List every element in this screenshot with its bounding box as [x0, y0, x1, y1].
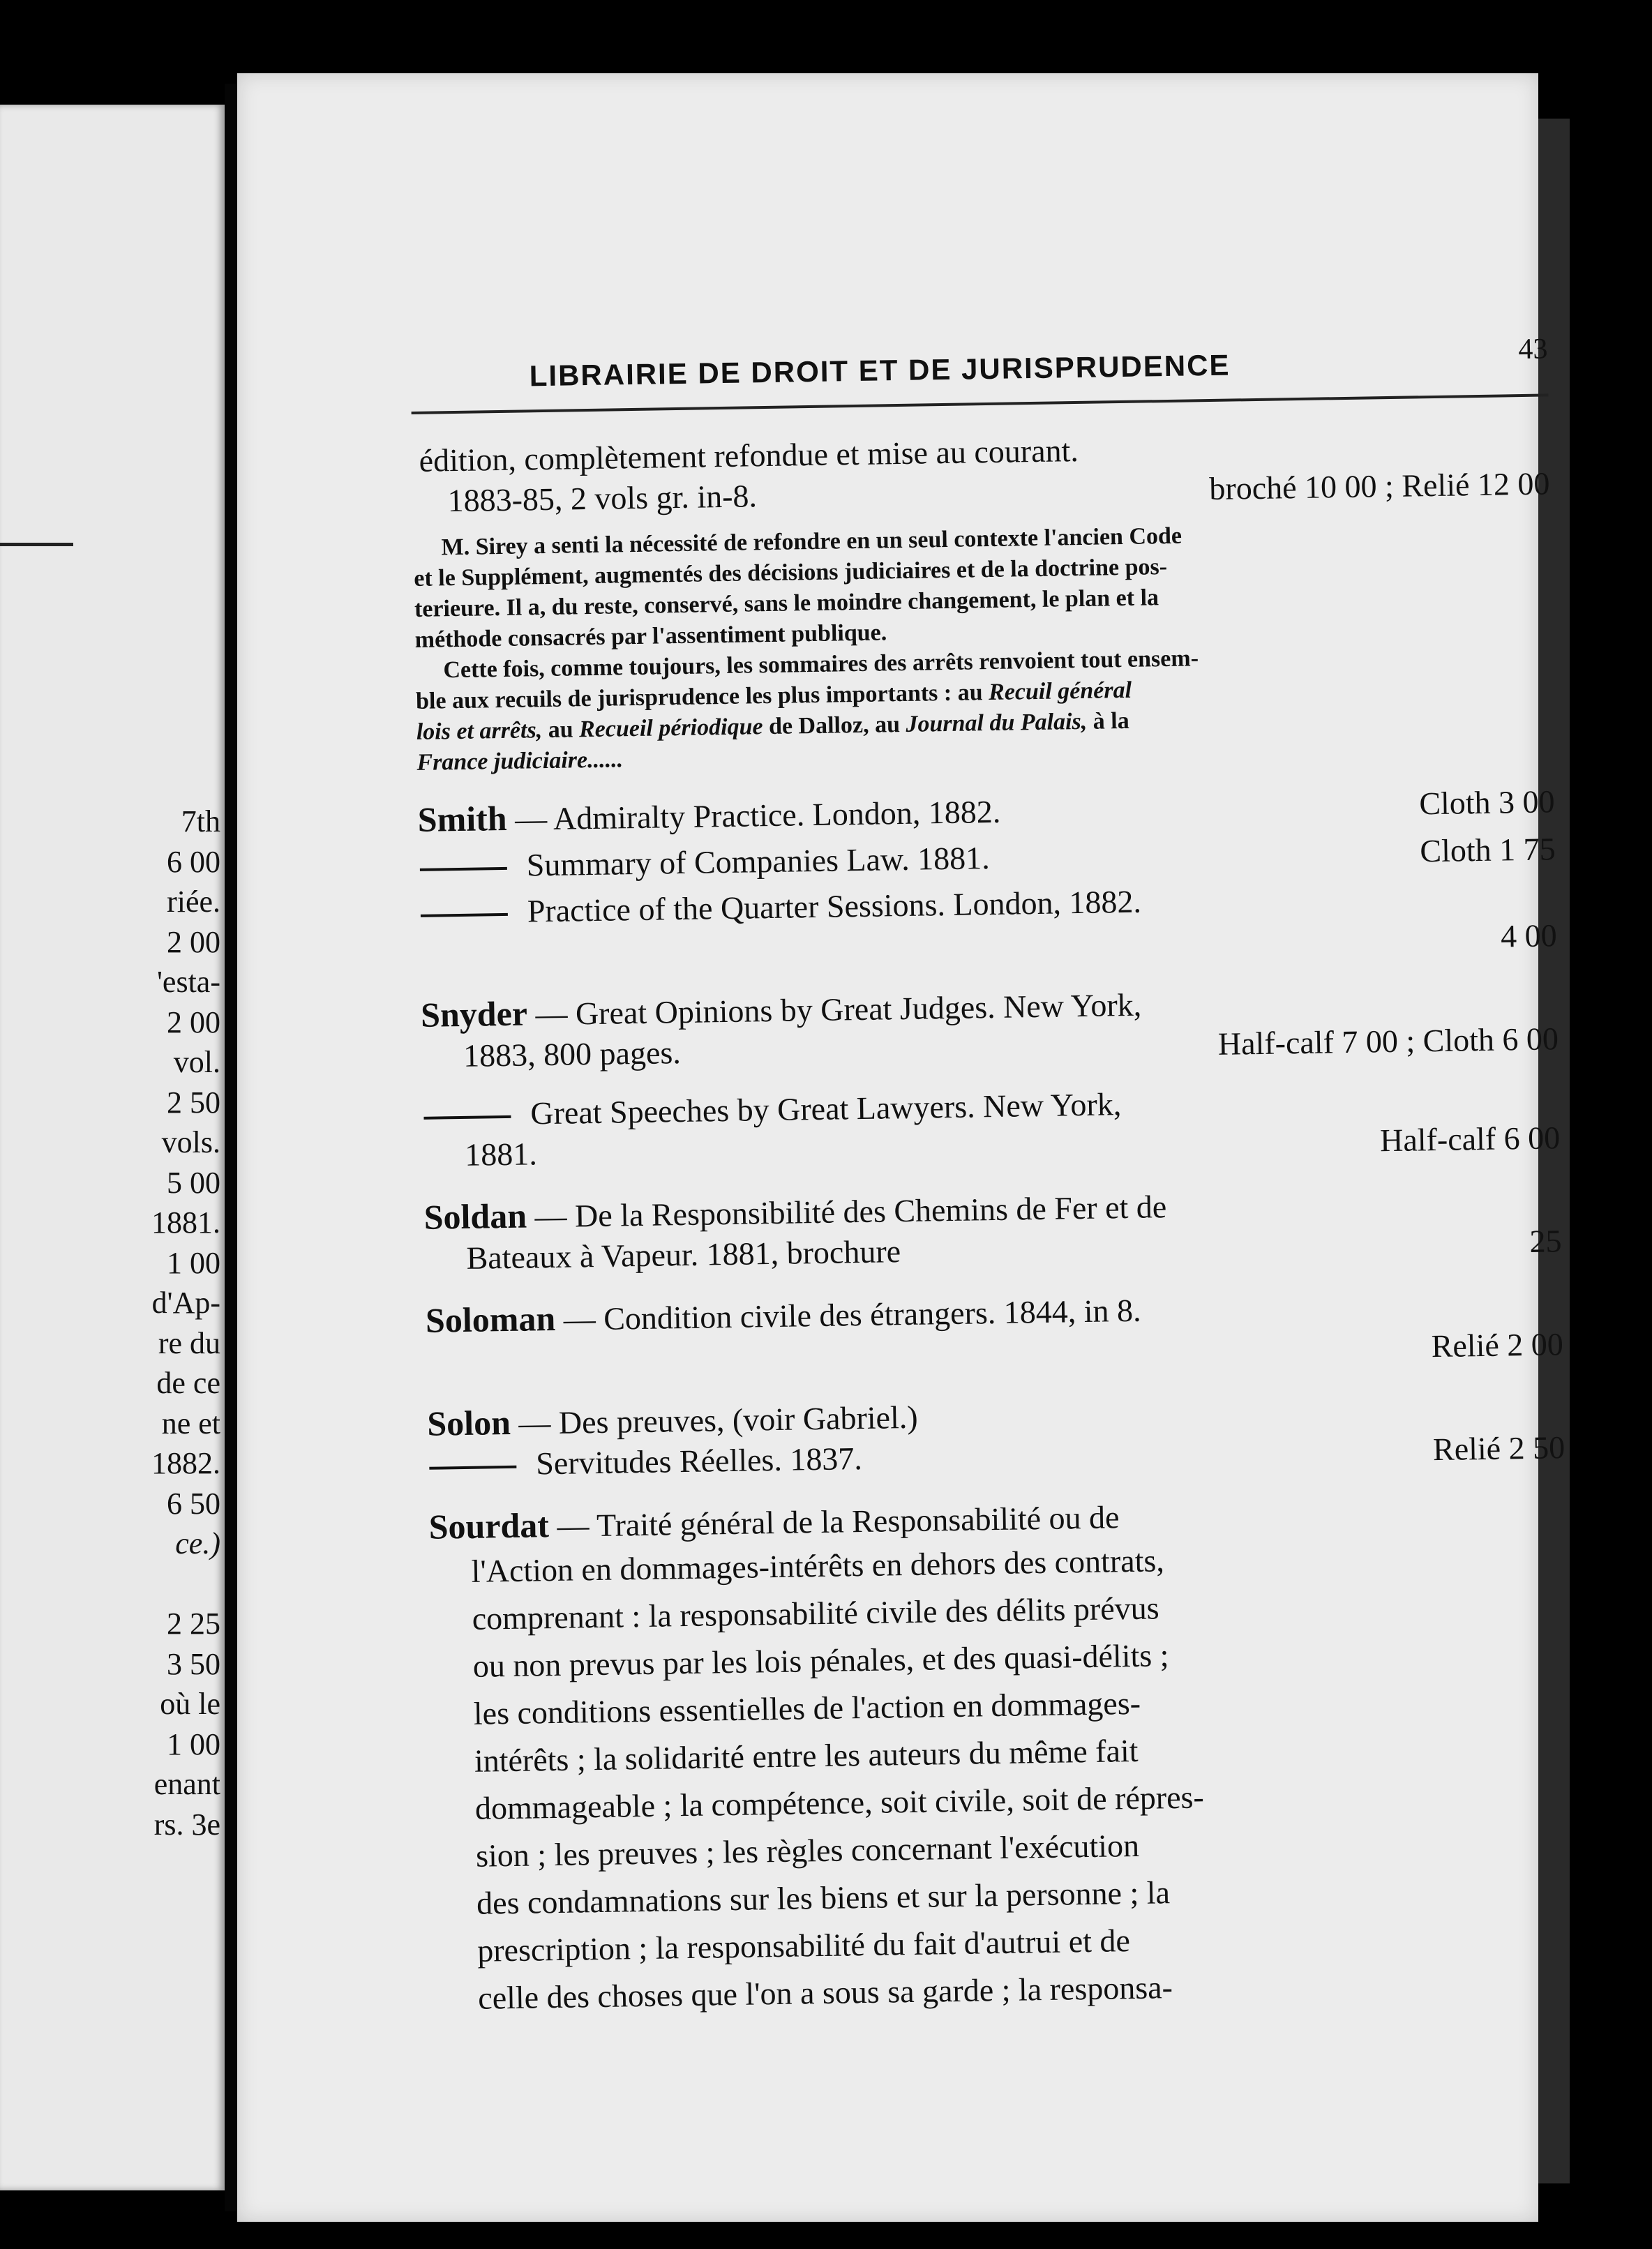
- note-text: ble aux recuils de jurisprudence les plus importants : au: [415, 679, 989, 714]
- entry-title: 1883, 800 pages.: [463, 1035, 682, 1074]
- left-fragment: 1 00: [167, 1245, 220, 1280]
- left-fragment: 3 50: [167, 1646, 220, 1681]
- entry-sourdat: [428, 1489, 1573, 2023]
- left-fragment: 2 50: [167, 1085, 220, 1120]
- entry-title: Bateaux à Vapeur. 1881, brochure: [466, 1233, 901, 1276]
- entry-title: Summary of Companies Law. 1881.: [526, 840, 991, 883]
- left-fragment: 2 00: [167, 1005, 220, 1039]
- left-fragment: 1882.: [151, 1446, 220, 1480]
- left-fragment: riée.: [167, 885, 220, 919]
- entry-price: Cloth 3 00: [1418, 783, 1555, 822]
- note-italic: Recueil périodique: [578, 714, 763, 743]
- note-line: Cette fois, comme toujours, les sommaires des arrêts renvoient tout ensem-: [443, 645, 1199, 684]
- left-fragment: re du: [158, 1325, 220, 1360]
- entry-title: — Traité général de la Responsabilité ou de: [557, 1499, 1120, 1544]
- ditto-dash: [423, 1115, 511, 1120]
- note-italic: lois et arrêts,: [416, 717, 543, 745]
- entry-solon: [427, 1385, 1565, 1486]
- left-fragment: [67, 1565, 220, 1605]
- entry-line: dommageable ; la compétence, soit civile, soit de répres-: [474, 1779, 1205, 1826]
- intro-price: broché 10 00 ; Relié 12 00: [1209, 465, 1550, 507]
- author-name: Solon: [426, 1402, 511, 1443]
- note-italic: Journal du Palais,: [906, 708, 1088, 737]
- page-number: 43: [1518, 333, 1548, 366]
- entry-line: prescription ; la responsabilité du fait d'autrui et de: [476, 1923, 1131, 1969]
- note-text: au: [541, 716, 580, 744]
- entry-line: intérêts ; la solidarité entre les auteurs du même fait: [474, 1732, 1139, 1779]
- intro-text: 1883-85, 2 vols gr. in-8.: [447, 478, 758, 519]
- entry-title: Great Speeches by Great Lawyers. New York,: [530, 1086, 1122, 1131]
- main-page: [237, 73, 1565, 2222]
- entry-smith: [417, 781, 1557, 974]
- note-line: terieure. Il a, du reste, conservé, sans le moindre changement, le plan et la: [414, 585, 1159, 622]
- note-line: M. Sirey a senti la nécessité de refondre en un seul contexte l'ancien Code: [441, 522, 1182, 561]
- entry-price: Cloth 1 75: [1419, 831, 1556, 869]
- left-fragment: 7th: [181, 804, 220, 838]
- left-fragment: enant: [153, 1767, 220, 1801]
- note-line: méthode consacrés par l'assentiment publique.: [414, 619, 887, 653]
- left-fragment: 'esta-: [157, 965, 220, 999]
- entry-soldan: [423, 1179, 1562, 1279]
- running-title: LIBRAIRIE DE DROIT ET DE JURISPRUDENCE: [529, 348, 1231, 393]
- left-page-text: [67, 802, 220, 1845]
- entry-title: — Condition civile des étrangers. 1844, in 8.: [563, 1292, 1141, 1337]
- left-fragment: d'Ap-: [151, 1286, 220, 1320]
- left-fragment: ne et: [161, 1406, 220, 1441]
- entry-price: Half-calf 6 00: [1379, 1120, 1561, 1159]
- ditto-dash: [421, 913, 508, 917]
- entry-title: — De la Responsibilité des Chemins de Fer et de: [534, 1189, 1167, 1235]
- entry-title: — Des preuves, (voir Gabriel.): [518, 1399, 918, 1441]
- left-fragment: ce.): [175, 1526, 220, 1560]
- ditto-dash: [420, 867, 507, 871]
- author-name: Soldan: [423, 1196, 527, 1237]
- author-name: Smith: [417, 798, 507, 839]
- entry-price: Relié 2 50: [1432, 1429, 1565, 1468]
- note-line: et le Supplément, augmentés des décisions judiciaires et de la doctrine pos-: [414, 553, 1168, 592]
- entry-line: l'Action en dommages-intérêts en dehors des contrats,: [471, 1542, 1165, 1589]
- left-fragment: où le: [160, 1687, 220, 1721]
- entry-line: celle des choses que l'on a sous sa garde ; la responsa-: [477, 1969, 1173, 2016]
- entry-line: comprenant : la responsabilité civile des délits prévus: [472, 1590, 1159, 1637]
- left-fragment: 6 00: [167, 844, 220, 879]
- entry-title: — Great Opinions by Great Judges. New York,: [535, 986, 1142, 1032]
- left-fragment: 6 50: [167, 1486, 220, 1521]
- book-gutter: [225, 84, 237, 2211]
- left-fragment: 1 00: [167, 1727, 220, 1761]
- entry-snyder: [421, 977, 1561, 1176]
- running-head: [410, 324, 1548, 414]
- left-fragment: rs. 3e: [153, 1807, 220, 1842]
- entry-line: les conditions essentielles de l'action en dommages-: [473, 1685, 1141, 1731]
- author-name: Snyder: [420, 993, 528, 1035]
- note-italic: Recuil général: [988, 677, 1132, 706]
- entry-line: sion ; les preuves ; les règles concernant l'exécution: [475, 1827, 1140, 1874]
- left-page-fragment: [0, 105, 225, 2190]
- entry-soloman: [426, 1282, 1564, 1383]
- left-fragment: de ce: [156, 1366, 220, 1400]
- entry-title: — Admiralty Practice. London, 1882.: [514, 793, 1001, 837]
- note-text: de Dalloz, au: [763, 711, 906, 740]
- left-fragment: 2 00: [167, 924, 220, 959]
- left-fragment: 1881.: [151, 1205, 220, 1240]
- entry-title: Practice of the Quarter Sessions. London, 1882.: [527, 883, 1142, 929]
- entry-price: Half-calf 7 00 ; Cloth 6 00: [1217, 1021, 1559, 1062]
- note-italic: France judiciaire......: [416, 746, 624, 776]
- intro-text: édition, complètement refondue et mise au courant.: [419, 432, 1079, 479]
- entry-price: 25: [1529, 1223, 1562, 1259]
- left-page-rule: [0, 543, 73, 546]
- author-name: Sourdat: [428, 1505, 550, 1547]
- entry-title: Servitudes Réelles. 1837.: [535, 1441, 863, 1482]
- author-name: Soloman: [425, 1298, 556, 1340]
- left-fragment: 2 25: [167, 1607, 220, 1641]
- entry-line: des condamnations sur les biens et sur la personne ; la: [476, 1874, 1171, 1921]
- entry-line: ou non prevus par les lois pénales, et des quasi-délits ;: [472, 1637, 1169, 1684]
- entry-price: 4 00: [1500, 917, 1557, 954]
- left-fragment: 5 00: [167, 1165, 220, 1200]
- entry-title: 1881.: [464, 1136, 538, 1173]
- ditto-dash: [429, 1466, 516, 1470]
- left-fragment: vol.: [173, 1045, 220, 1079]
- entry-price: Relié 2 00: [1431, 1326, 1564, 1364]
- note-text: à la: [1086, 707, 1129, 735]
- left-fragment: vols.: [161, 1125, 220, 1159]
- page-content: [410, 324, 1574, 2022]
